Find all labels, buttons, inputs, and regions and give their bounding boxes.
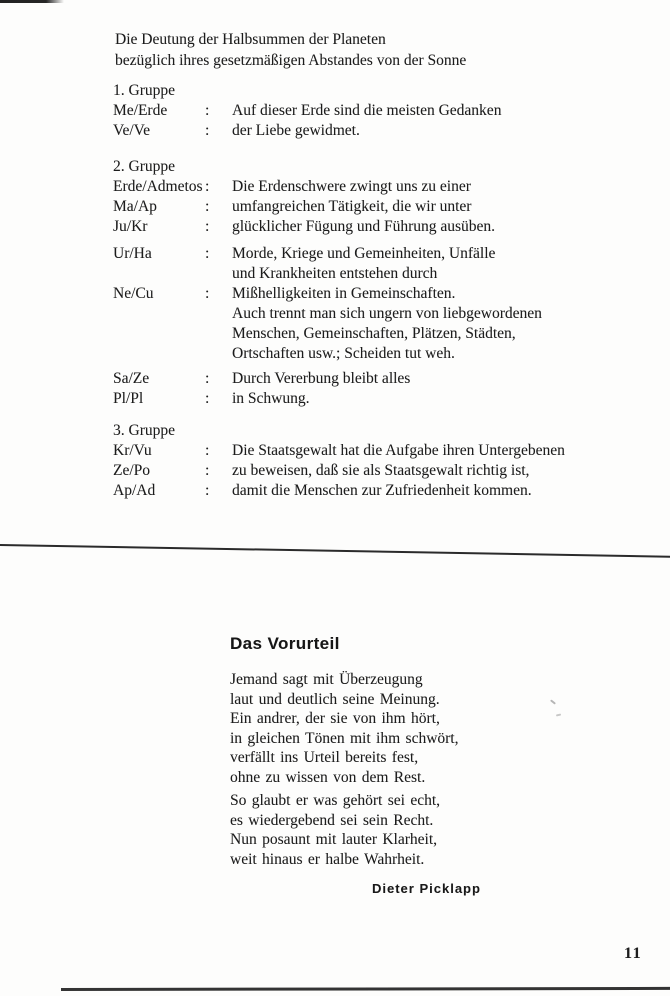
colon-separator: : — [205, 370, 210, 387]
colon-separator: : — [205, 390, 210, 407]
group-section-3 — [113, 421, 583, 501]
poem-line: Jemand sagt mit Überzeugung — [230, 671, 423, 688]
planet-pair-label: Ze/Po — [113, 462, 151, 479]
group-row — [113, 101, 583, 121]
planet-pair-label: Me/Erde — [113, 102, 168, 119]
group-section-1 — [113, 81, 583, 141]
group-row — [113, 284, 583, 304]
poem-line: laut und deutlich seine Meinung. — [230, 690, 440, 708]
colon-separator — [205, 304, 232, 324]
entry-text: Mißhelligkeiten in Gemeinschaften. — [232, 285, 456, 302]
group-heading: 2. Gruppe — [113, 158, 175, 175]
entry-text: der Liebe gewidmet. — [232, 122, 360, 139]
separator-rule — [0, 544, 670, 558]
group-row — [113, 461, 583, 481]
entry-text: zu beweisen, daß sie als Staatsgewalt richtig ist, — [232, 462, 530, 479]
planet-pair-label: Ap/Ad — [113, 482, 156, 499]
planet-pair-label: Sa/Ze — [113, 370, 150, 387]
colon-separator: : — [205, 442, 210, 459]
scan-speck — [556, 713, 561, 716]
poem-line: So glaubt er was gehört sei echt, — [230, 792, 441, 809]
colon-separator: : — [205, 462, 210, 479]
colon-separator: : — [205, 102, 210, 119]
planet-pair-label: Ur/Ha — [113, 245, 152, 262]
poem-line: verfällt ins Urteil bereits fest, — [230, 749, 419, 766]
page-title-line-1: Die Deutung der Halbsummen der Planeten — [115, 31, 386, 48]
scan-edge-artifact-bottom — [61, 987, 670, 991]
group-row-continuation — [113, 304, 583, 324]
entry-text: glücklicher Fügung und Führung ausüben. — [232, 218, 496, 235]
group-row-continuation — [113, 324, 583, 344]
planet-pair-label: Pl/Pl — [113, 390, 144, 407]
scan-edge-artifact-top — [0, 0, 64, 3]
entry-text: Die Staatsgewalt hat die Aufgabe ihren Untergebenen — [232, 442, 565, 459]
page-number: 11 — [624, 945, 643, 962]
entry-text: Auf dieser Erde sind die meisten Gedanken — [232, 102, 502, 119]
colon-separator: : — [205, 482, 210, 499]
colon-separator: : — [205, 122, 210, 139]
colon-separator: : — [205, 285, 210, 302]
entry-text: damit die Menschen zur Zufriedenheit kommen. — [232, 482, 532, 499]
group-row — [113, 389, 583, 409]
entry-text: umfangreichen Tätigkeit, die wir unter — [232, 198, 472, 215]
poem-author: Dieter Picklapp — [372, 881, 481, 896]
colon-separator: : — [205, 218, 210, 235]
entry-text: Auch trennt man sich ungern von liebgewordenen — [232, 305, 542, 322]
poem-line: es wiedergebend sei sein Recht. — [230, 811, 434, 829]
group-row — [113, 441, 583, 461]
group-row — [113, 481, 583, 501]
scan-speck — [550, 699, 556, 704]
colon-separator: : — [205, 178, 210, 195]
colon-separator — [205, 344, 232, 364]
group-row — [113, 217, 583, 237]
planet-pair-label: Erde/Admetos — [113, 178, 203, 195]
group-heading: 3. Gruppe — [113, 422, 175, 439]
group-row-continuation — [113, 344, 583, 364]
interpretation-groups — [113, 81, 583, 501]
poem-block — [230, 634, 481, 896]
entry-text: Die Erdenschwere zwingt uns zu einer — [232, 178, 471, 195]
colon-separator — [205, 324, 232, 344]
entry-text: Ortschaften usw.; Scheiden tut weh. — [232, 345, 455, 362]
group-row — [113, 244, 583, 264]
entry-text: Morde, Kriege und Gemeinheiten, Unfälle — [232, 245, 496, 262]
poem-line: ohne zu wissen von dem Rest. — [230, 768, 426, 786]
poem-title: Das Vorurteil — [230, 634, 340, 653]
planet-pair-label — [113, 304, 205, 324]
planet-pair-label: Ju/Kr — [113, 218, 148, 235]
page-title-line-2: bezüglich ihres gesetzmäßigen Abstandes von der Sonne — [115, 52, 467, 69]
document-header — [115, 29, 466, 71]
poem-line: Ein andrer, der sie von ihm hört, — [230, 710, 440, 727]
planet-pair-label — [113, 264, 205, 284]
group-section-2 — [113, 157, 583, 409]
group-row — [113, 197, 583, 217]
planet-pair-label — [113, 344, 205, 364]
group-heading: 1. Gruppe — [113, 82, 175, 99]
poem-line: Nun posaunt mit lauter Klarheit, — [230, 831, 438, 848]
entry-text: Menschen, Gemeinschaften, Plätzen, Städten, — [232, 325, 516, 342]
planet-pair-label: Ma/Ap — [113, 198, 157, 215]
entry-text: und Krankheiten entstehen durch — [232, 265, 438, 282]
colon-separator: : — [205, 245, 210, 262]
planet-pair-label: Ne/Cu — [113, 285, 154, 302]
planet-pair-label — [113, 324, 205, 344]
planet-pair-label: Ve/Ve — [113, 122, 151, 139]
group-row — [113, 369, 583, 389]
poem-line: in gleichen Tönen mit ihm schwört, — [230, 729, 459, 747]
poem-line: weit hinaus er halbe Wahrheit. — [230, 850, 425, 868]
colon-separator — [205, 264, 232, 284]
poem-stanza-2 — [230, 791, 481, 869]
group-row — [113, 177, 583, 197]
poem-stanza-1 — [230, 670, 481, 787]
group-row-continuation — [113, 264, 583, 284]
group-row — [113, 121, 583, 141]
planet-pair-label: Kr/Vu — [113, 442, 152, 459]
colon-separator: : — [205, 198, 210, 215]
entry-text: Durch Vererbung bleibt alles — [232, 370, 411, 387]
entry-text: in Schwung. — [232, 390, 310, 407]
